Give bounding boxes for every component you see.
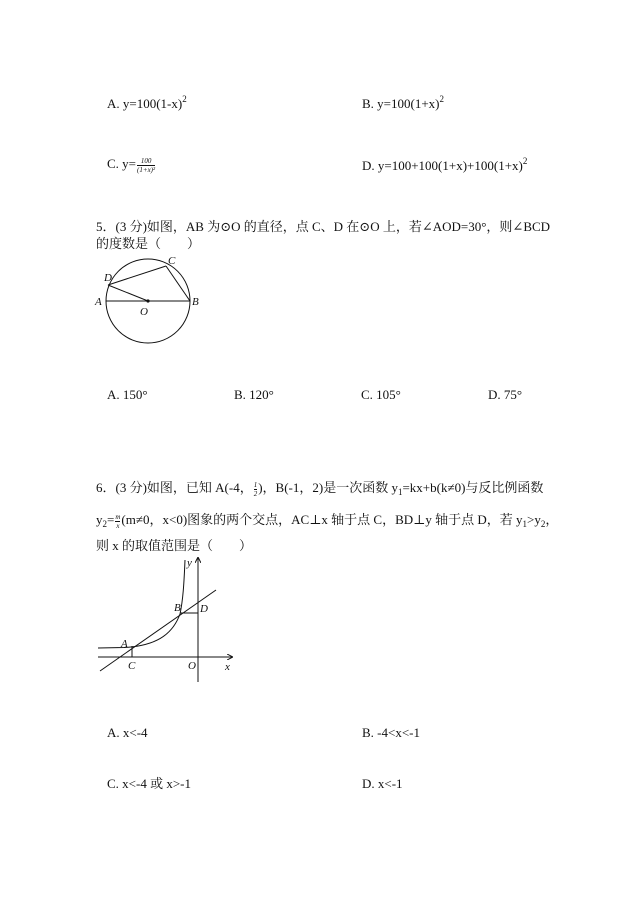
segment-od — [108, 285, 148, 301]
segment-dc — [108, 266, 166, 285]
label-o: O — [140, 306, 148, 318]
center-point — [146, 299, 149, 302]
label-o: O — [188, 660, 196, 672]
label-y-axis: y — [187, 557, 192, 569]
q6-option-c[interactable]: C. x<-4 或 x>-1 — [107, 776, 191, 791]
q5-stem-line1: 5．(3 分)如图，AB 为⊙O 的直径，点 C、D 在⊙O 上，若∠AOD=30°，则∠BCD — [96, 219, 551, 234]
label-b: B — [192, 296, 199, 308]
label-d: D — [104, 272, 112, 284]
label-a: A — [121, 638, 128, 650]
q6-fraction-half: $\frac{1}{2}$ — [253, 480, 258, 498]
label-x-axis: x — [225, 661, 230, 673]
q5-option-a[interactable]: A. 150° — [107, 387, 148, 402]
label-c: C — [168, 255, 176, 267]
label-d: D — [200, 603, 208, 615]
label-a: A — [95, 296, 102, 308]
q4-option-c[interactable]: C. y= $\frac{100}{\text{(1+x)²}}$ — [107, 156, 156, 174]
inverse-function-curve — [98, 560, 185, 648]
q4-option-c-fraction: $\frac{100}{\text{(1+x)²}}$ — [137, 156, 156, 174]
q4-option-b[interactable]: B. $y=100(1+x)^2$ — [362, 94, 444, 111]
q6-graph-figure — [94, 554, 239, 684]
q5-option-b[interactable]: B. 120° — [234, 387, 274, 402]
q6-fraction-m-over-x: $\frac{m}{x}$ — [115, 512, 121, 530]
q6-stem-line1: 6．(3 分)如图，已知 A(-4， $\frac{1}{2}$ )，B(-1，2)是一次函数 $y_1=kx+b(k\ne 0)$与反比例函数 — [96, 480, 544, 498]
label-c: C — [128, 660, 136, 672]
q4-option-d[interactable]: D. $y=100+100(1+x)+100(1+x)^2$ — [362, 156, 528, 173]
q5-circle-figure — [92, 252, 212, 348]
q6-option-b[interactable]: B. -4<x<-1 — [362, 725, 420, 740]
q6-option-d[interactable]: D. x<-1 — [362, 776, 403, 791]
label-b: B — [174, 602, 181, 614]
q5-stem-line2: 的度数是（ ） — [96, 236, 201, 251]
q4-option-a[interactable]: A. $y=100(1-x)^2$ — [107, 94, 187, 111]
q5-option-c[interactable]: C. 105° — [361, 387, 401, 402]
q5-option-d[interactable]: D. 75° — [488, 387, 523, 402]
q6-stem-line2: $y_2=$ $\frac{m}{x}$ (m≠0，x<0)图象的两个交点，AC⊥x 轴于点 C，BD⊥y 轴于点 D，若 $y_1>y_2$， — [96, 512, 559, 530]
linear-function-line — [100, 590, 216, 671]
q6-option-a[interactable]: A. x<-4 — [107, 725, 148, 740]
q6-stem-line3: 则 x 的取值范围是（ ） — [96, 538, 253, 553]
